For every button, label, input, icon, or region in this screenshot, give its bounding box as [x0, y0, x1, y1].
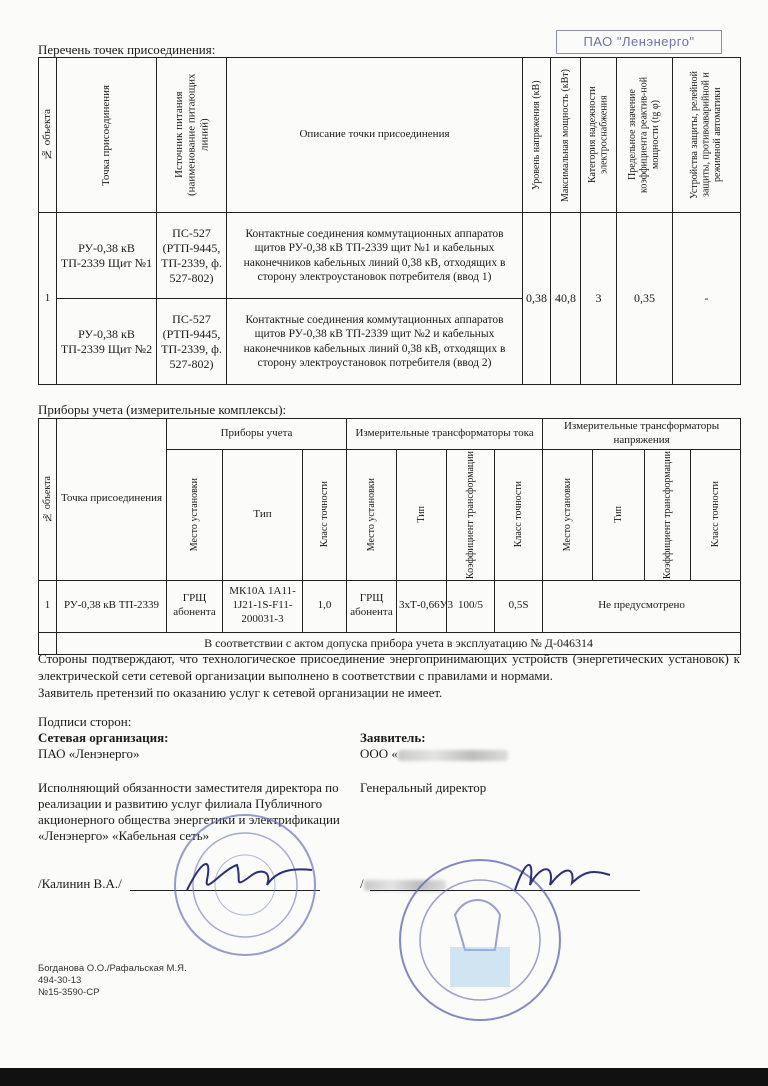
category-value: 3 [581, 213, 617, 385]
row1-desc: Контактные соединения коммутационных аппаратов щитов РУ-0,38 кВ ТП-2339 щит №1 и кабельных наконечников кабельных линий 0,38 кВ, отходящих в сторону электроустановок потребителя (ввод 1) [227, 213, 523, 299]
meters-title: Приборы учета (измерительные комплексы): [38, 402, 287, 417]
header-object-num: № объекта [39, 58, 57, 213]
m-header-vt: Измерительные трансформаторы напряжения [543, 419, 741, 450]
m-footer: В соответствии с актом допуска прибора учета в эксплуатацию № Д-046314 [57, 632, 741, 654]
m-vt-class-h: Класс точности [691, 449, 741, 580]
m-header-point: Точка присоединения [57, 419, 167, 581]
m-meter-class-h: Класс точности [303, 449, 347, 580]
paragraph-confirm: Стороны подтверждают, что технологическое присоединение энергопринимающих устройств (энергетических установок) к электрической сети сетевой организации выполнено в соответствии с правилами и нормами. [38, 651, 740, 683]
m-vt-place-h: Место установки [543, 449, 593, 580]
m-meter-place-h: Место установки [167, 449, 223, 580]
scan-bottom-edge [0, 1068, 768, 1086]
header-power: Максимальная мощность (кВт) [551, 58, 581, 213]
header-stamp: ПАО "Ленэнерго" [556, 30, 722, 54]
m-row-ct-class: 0,5S [495, 580, 543, 632]
row1-point: РУ-0,38 кВ ТП-2339 Щит №1 [57, 213, 157, 299]
m-row-meter-type: МК10А 1А11-1J21-1S-F11-200031-3 [223, 580, 303, 632]
m-ct-ratio-h: Коэффициент трансформации [447, 449, 495, 580]
points-table [38, 57, 741, 385]
m-ct-place-h: Место установки [347, 449, 397, 580]
m-meter-type-h: Тип [223, 449, 303, 580]
meters-table [38, 418, 741, 655]
points-title: Перечень точек присоединения: [38, 42, 216, 57]
m-vt-type-h: Тип [593, 449, 645, 580]
footer-authors: Богданова О.О./Рафальская М.Я. [38, 963, 187, 974]
grid-org-position: Исполняющий обязанности заместителя директора по реализации и развитию услуг филиала Публичного акционерного общества энергетики и электрификации «Ленэнерго» «Кабельная сеть» [38, 780, 340, 843]
m-ct-type-h: Тип [397, 449, 447, 580]
row2-point: РУ-0,38 кВ ТП-2339 Щит №2 [57, 299, 157, 385]
header-category: Категория надежности электроснабжения [581, 58, 617, 213]
grid-org-signature [182, 850, 322, 900]
m-header-num: № объекта [39, 419, 57, 581]
header-point: Точка присоединения [57, 58, 157, 213]
header-source: Источник питания (наименование питающих линий) [157, 58, 227, 213]
power-value: 40,8 [551, 213, 581, 385]
header-protect: Устройства защиты, релейной защиты, противоаварийной и режимной автоматики [673, 58, 741, 213]
applicant-signer: / [360, 876, 446, 892]
applicant-position: Генеральный директор [360, 780, 487, 795]
header-voltage: Уровень напряжения (кВ) [523, 58, 551, 213]
footer-info [38, 963, 187, 999]
header-coef: Предельное значение коэффициента реактив-ной мощности (tg φ) [617, 58, 673, 213]
m-row-meter-place: ГРЩ абонента [167, 580, 223, 632]
m-row-ct-type: 3хТ-0,66У3 [397, 580, 447, 632]
signatures-title: Подписи сторон: [38, 714, 132, 729]
header-desc: Описание точки присоединения [227, 58, 523, 213]
m-row-ct-ratio: 100/5 [447, 580, 495, 632]
applicant-label: Заявитель: [360, 730, 426, 745]
voltage-value: 0,38 [523, 213, 551, 385]
m-header-meters: Приборы учета [167, 419, 347, 450]
row2-source: ПС-527 (РТП-9445, ТП-2339, ф. 527-802) [157, 299, 227, 385]
footer-number: №15-3590-СР [38, 987, 100, 998]
m-row-meter-class: 1,0 [303, 580, 347, 632]
coef-value: 0,35 [617, 213, 673, 385]
footer-phone: 494-30-13 [38, 975, 82, 986]
m-row-point: РУ-0,38 кВ ТП-2339 [57, 580, 167, 632]
row1-source: ПС-527 (РТП-9445, ТП-2339, ф. 527-802) [157, 213, 227, 299]
grid-org-label: Сетевая организация: [38, 730, 169, 745]
m-vt-ratio-h: Коэффициент трансформации [645, 449, 691, 580]
object-num: 1 [39, 213, 57, 385]
grid-org-name: ПАО «Ленэнерго» [38, 746, 140, 761]
applicant-signature [510, 855, 620, 895]
protect-value: - [673, 213, 741, 385]
applicant-name: ООО « [360, 746, 508, 762]
grid-org-signer: /Калинин В.А./ [38, 876, 122, 891]
m-header-ct: Измерительные трансформаторы тока [347, 419, 543, 450]
m-ct-class-h: Класс точности [495, 449, 543, 580]
paragraph-claims: Заявитель претензий по оказанию услуг к сетевой организации не имеет. [38, 685, 443, 700]
m-row-vt: Не предусмотрено [543, 580, 741, 632]
row2-desc: Контактные соединения коммутационных аппаратов щитов РУ-0,38 кВ ТП-2339 щит №2 и кабельных наконечников кабельных линий 0,38 кВ, отходящих в сторону электроустановок потребителя (ввод 2) [227, 299, 523, 385]
m-row-num: 1 [39, 580, 57, 632]
redacted-company-name [398, 750, 508, 761]
m-row-ct-place: ГРЩ абонента [347, 580, 397, 632]
